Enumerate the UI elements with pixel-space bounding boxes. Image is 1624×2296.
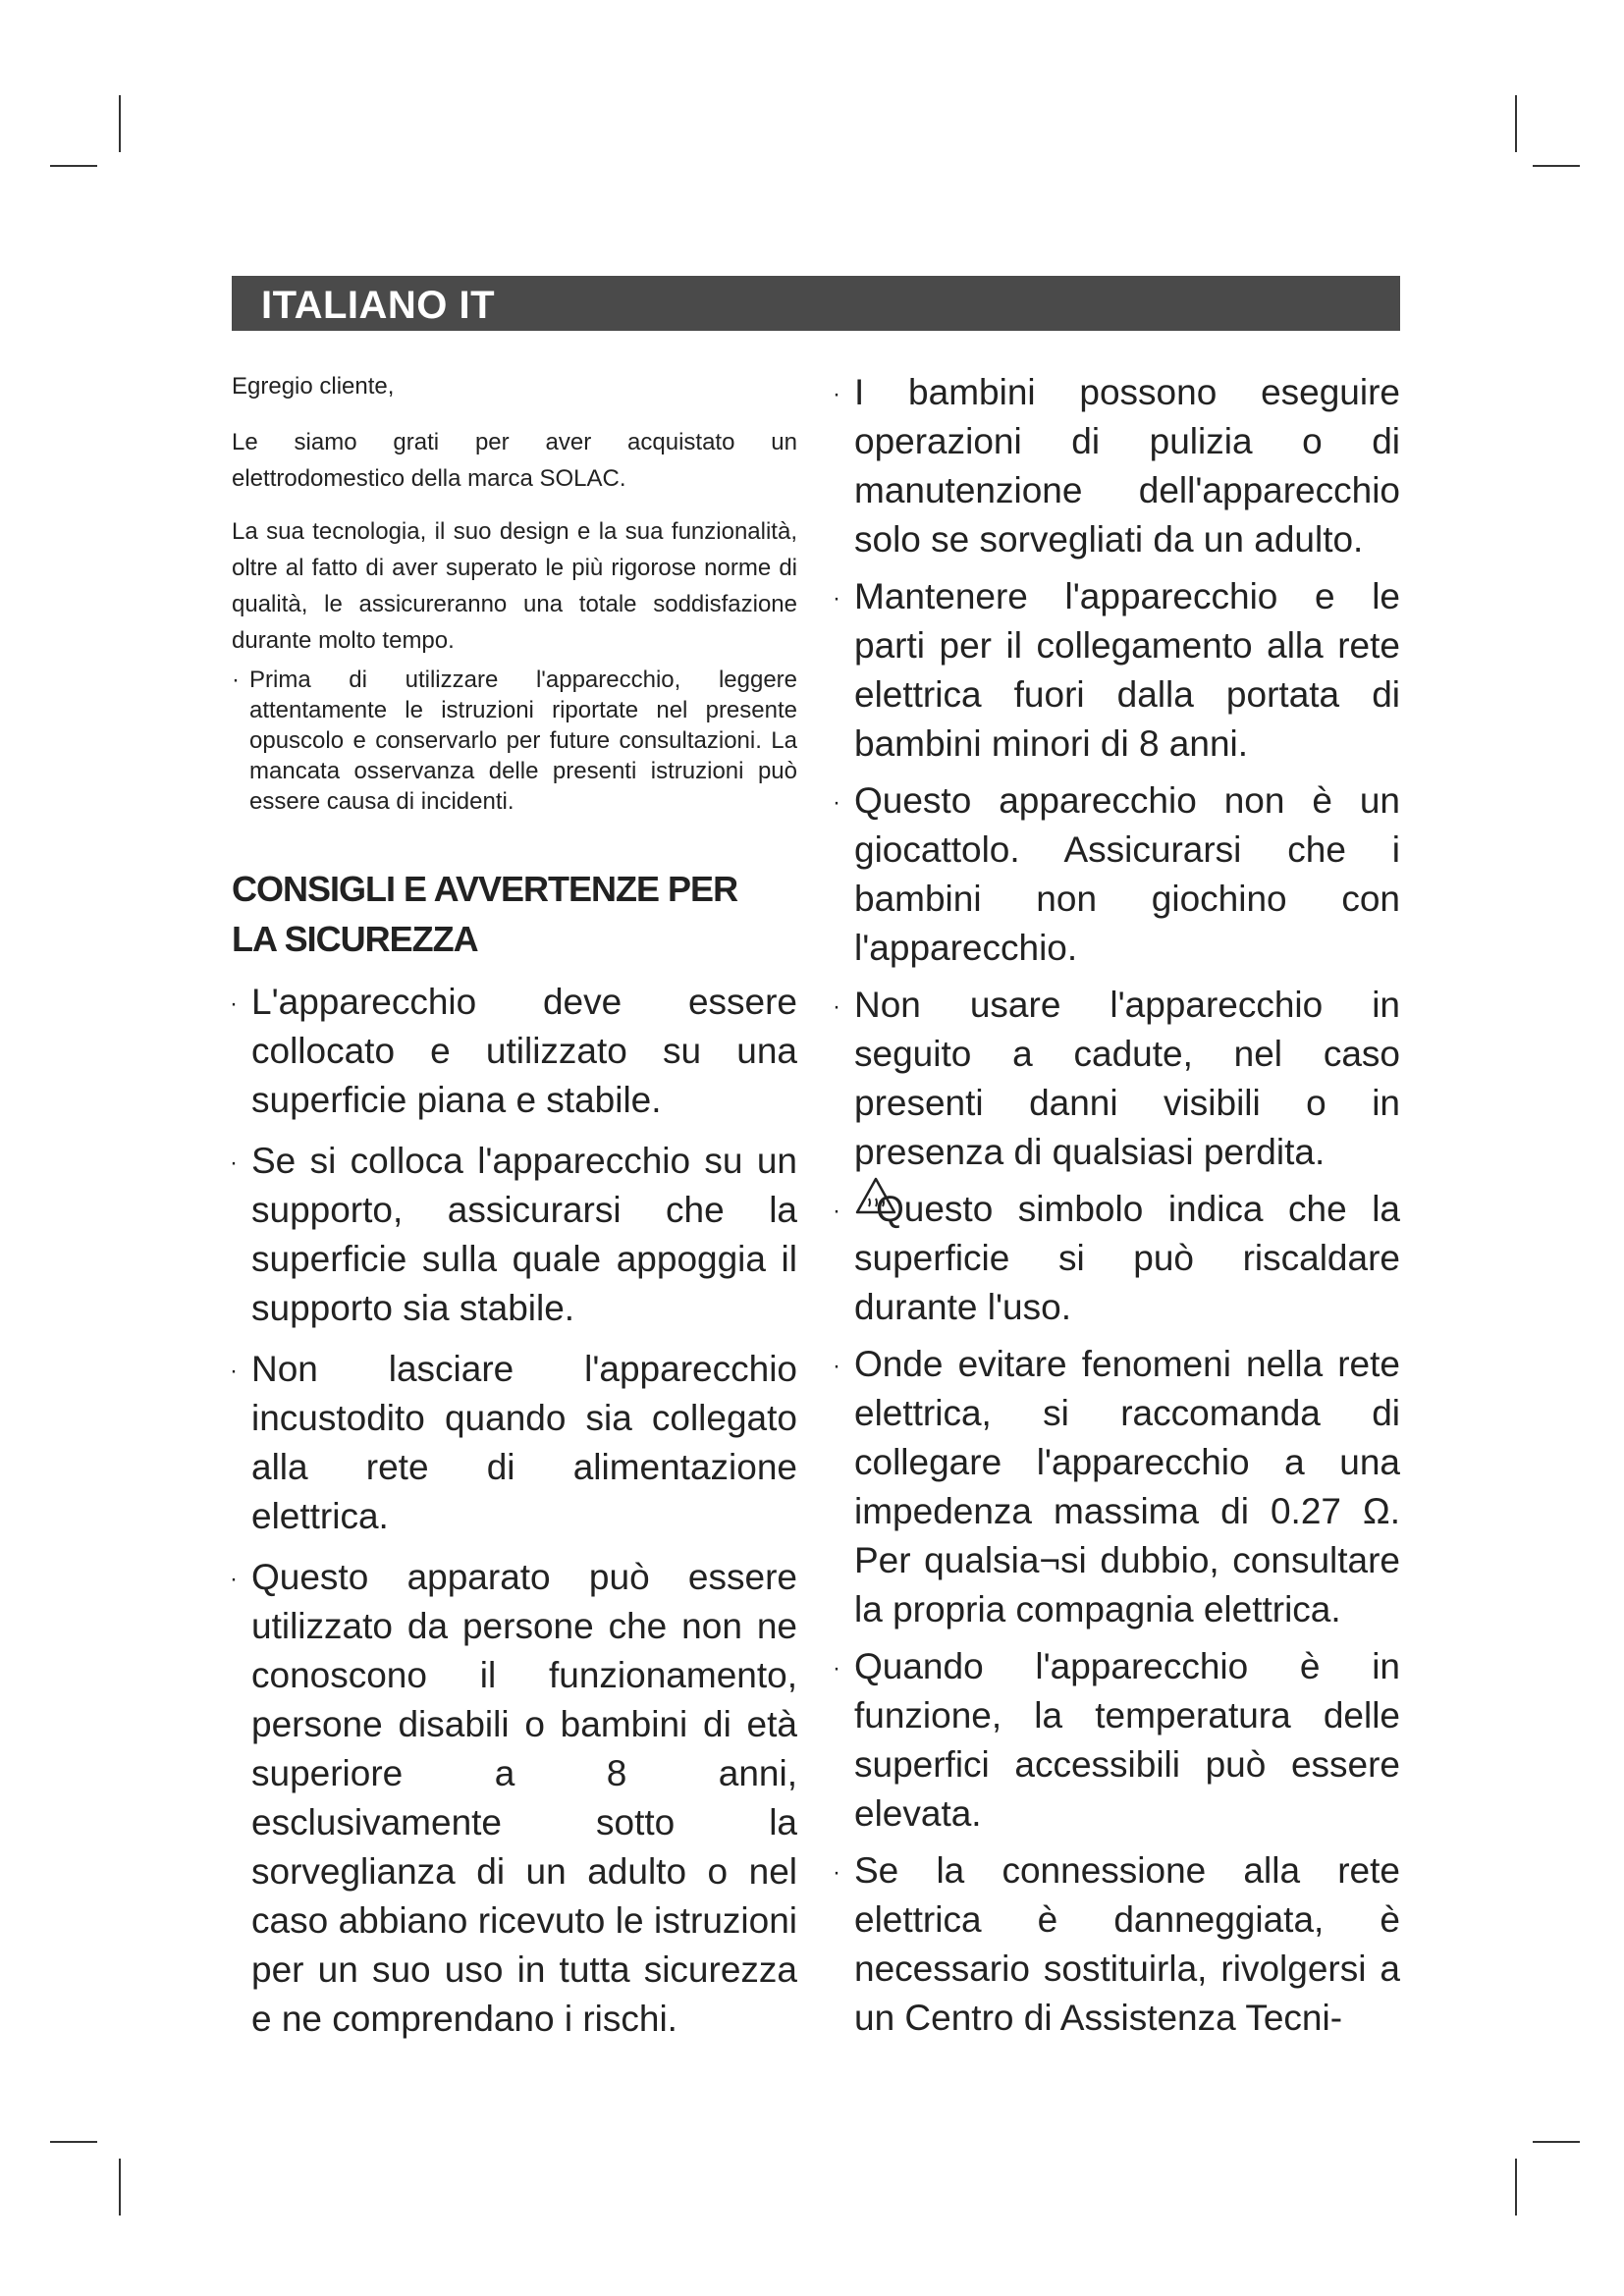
hot-surface-warning-icon bbox=[854, 1176, 897, 1215]
crop-mark-top-right-horizontal bbox=[1533, 165, 1580, 167]
left-column bbox=[232, 368, 797, 2056]
safety-item-text: Se la connessione alla rete elettrica è danneggiata, è necessario sostituirla, rivolgersi a un Centro di Assistenza Tecni- bbox=[854, 1850, 1400, 2038]
safety-item bbox=[835, 368, 1400, 564]
crop-mark-top-left-horizontal bbox=[50, 165, 97, 167]
safety-item bbox=[835, 1846, 1400, 2043]
crop-mark-bottom-right-horizontal bbox=[1533, 2141, 1580, 2143]
bullet-dot: · bbox=[230, 990, 238, 1017]
bullet-dot: · bbox=[230, 1566, 238, 1592]
safety-item bbox=[835, 1642, 1400, 1839]
safety-item bbox=[835, 981, 1400, 1177]
section-title-line-2: LA SICUREZZA bbox=[232, 919, 478, 959]
bullet-dot: · bbox=[833, 1198, 840, 1224]
crop-mark-bottom-left-horizontal bbox=[50, 2141, 97, 2143]
hot-surface-item-text: Questo simbolo indica che la superficie si può riscaldare durante l'uso. bbox=[854, 1189, 1400, 1327]
safety-item bbox=[835, 1340, 1400, 1634]
bullet-dot: · bbox=[232, 667, 240, 693]
bullet-dot: · bbox=[833, 1859, 840, 1886]
safety-item-text: Mantenere l'apparecchio e le parti per il collegamento alla rete elettrica fuori dalla portata di bambini minori di 8 anni. bbox=[854, 576, 1400, 764]
safety-item-text: Onde evitare fenomeni nella rete elettrica, si raccomanda di collegare l'apparecchio a una impedenza massima di 0.27 Ω. Per qualsia¬si dubbio, consultare la propria compagnia elettrica. bbox=[854, 1344, 1400, 1629]
intro-paragraph-1: Le siamo grati per aver acquistato un elettrodomestico della marca SOLAC. bbox=[232, 429, 797, 492]
safety-item-text: Se si colloca l'apparecchio su un supporto, assicurarsi che la superficie sulla quale appoggia il supporto sia stabile. bbox=[251, 1141, 797, 1328]
bullet-dot: · bbox=[833, 381, 840, 407]
crop-mark-top-left-vertical bbox=[119, 95, 121, 152]
section-title-line-1: CONSIGLI E AVVERTENZE PER bbox=[232, 869, 738, 909]
safety-item bbox=[232, 1345, 797, 1541]
language-header-bar bbox=[232, 276, 1400, 331]
bullet-dot: · bbox=[833, 585, 840, 612]
section-title bbox=[232, 864, 797, 964]
bullet-dot: · bbox=[833, 1353, 840, 1379]
crop-mark-bottom-left-vertical bbox=[119, 2159, 121, 2216]
safety-item-text: Questo apparecchio non è un giocattolo. Assicurarsi che i bambini non giochino con l'apparecchio. bbox=[854, 780, 1400, 968]
bullet-dot: · bbox=[230, 1149, 238, 1176]
safety-item-text: I bambini possono eseguire operazioni di pulizia o di manutenzione dell'apparecchio solo se sorvegliati da un adulto. bbox=[854, 372, 1400, 560]
intro-paragraph-2: La sua tecnologia, il suo design e la sua funzionalità, oltre al fatto di aver superato le più rigorose norme di qualità, le assicureranno una totale soddisfazione durante molto tempo. bbox=[232, 518, 797, 654]
safety-item bbox=[232, 1553, 797, 2044]
safety-item bbox=[835, 572, 1400, 769]
safety-item bbox=[232, 1137, 797, 1333]
crop-mark-bottom-right-vertical bbox=[1515, 2159, 1517, 2216]
safety-item bbox=[232, 978, 797, 1125]
bullet-dot: · bbox=[833, 789, 840, 816]
safety-item-text: Quando l'apparecchio è in funzione, la temperatura delle superfici accessibili può essere elevata. bbox=[854, 1646, 1400, 1834]
hot-surface-item bbox=[835, 1185, 1400, 1332]
language-header-title: ITALIANO IT bbox=[261, 284, 496, 327]
bullet-dot: · bbox=[833, 1655, 840, 1682]
safety-item-text: L'apparecchio deve essere collocato e utilizzato su una superficie piana e stabile. bbox=[251, 982, 797, 1120]
safety-item bbox=[835, 776, 1400, 973]
safety-item-text: Non usare l'apparecchio in seguito a cadute, nel caso presenti danni visibili o in presenza di qualsiasi perdita. bbox=[854, 985, 1400, 1172]
greeting: Egregio cliente, bbox=[232, 373, 395, 400]
intro-bullet bbox=[232, 665, 797, 817]
right-column bbox=[835, 368, 1400, 2051]
safety-item-text: Non lasciare l'apparecchio incustodito quando sia collegato alla rete di alimentazione elettrica. bbox=[251, 1349, 797, 1536]
bullet-dot: · bbox=[833, 993, 840, 1020]
safety-item-text: Questo apparato può essere utilizzato da persone che non ne conoscono il funzionamento, persone disabili o bambini di età superiore a 8 anni, esclusivamente sotto la sorveglianza di un adulto o nel caso abbiano ricevuto le istruzioni per un suo uso in tutta sicurezza e ne comprendano i rischi. bbox=[251, 1557, 797, 2039]
intro-bullet-text: Prima di utilizzare l'apparecchio, leggere attentamente le istruzioni riportate nel presente opuscolo e conservarlo per future consultazioni. La mancata osservanza delle presenti istruzioni può essere causa di incidenti. bbox=[249, 667, 797, 815]
crop-mark-top-right-vertical bbox=[1515, 95, 1517, 152]
bullet-dot: · bbox=[230, 1358, 238, 1384]
